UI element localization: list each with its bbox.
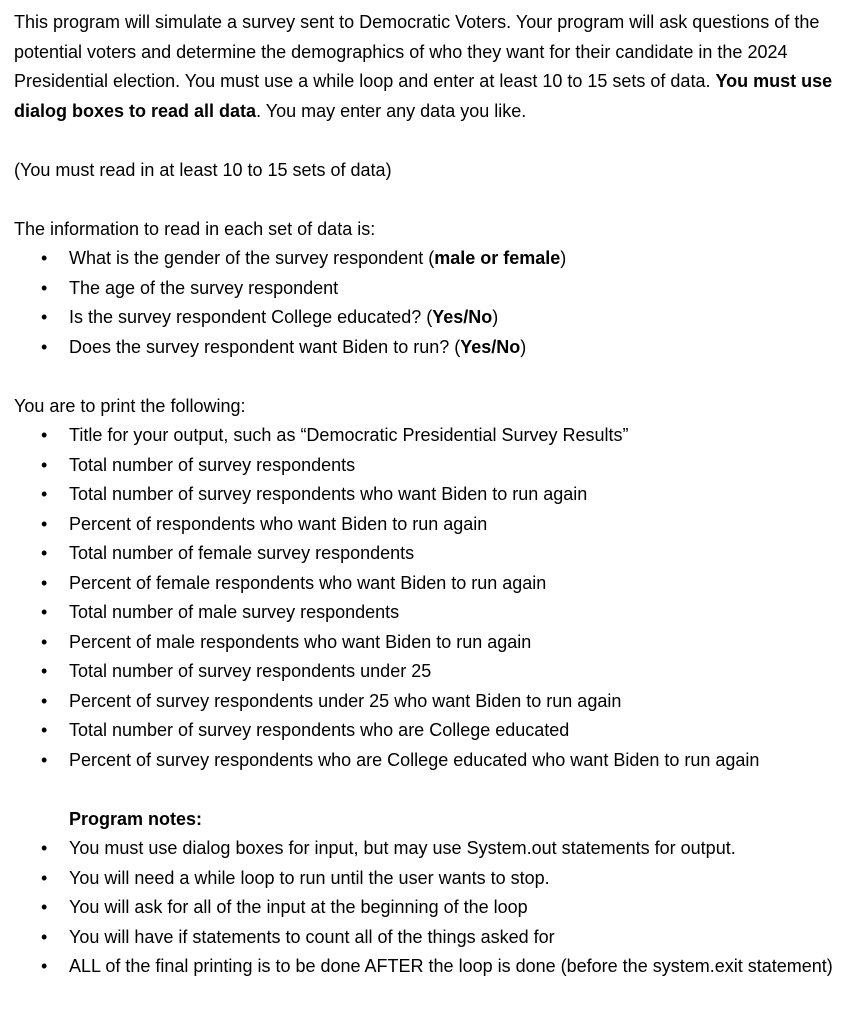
list-item: • Percent of survey respondents under 25 who want Biden to run again xyxy=(14,687,842,717)
bullet-icon: • xyxy=(41,572,48,593)
list-item: • Total number of male survey respondents xyxy=(14,598,842,628)
list-item: • Total number of survey respondents under 25 xyxy=(14,657,842,687)
list-item: • Is the survey respondent College educated? (Yes/No) xyxy=(14,303,842,333)
list-item: • Percent of male respondents who want Biden to run again xyxy=(14,628,842,658)
bullet-icon: • xyxy=(41,513,48,534)
bullet-icon: • xyxy=(41,956,48,976)
bullet-icon: • xyxy=(41,690,48,711)
bullet-icon: • xyxy=(41,336,48,357)
bullet-icon: • xyxy=(41,307,48,327)
list-item: • You will need a while loop to run until the user wants to stop. xyxy=(14,864,842,894)
bullet-icon: • xyxy=(41,867,48,888)
bullet-icon: • xyxy=(41,425,48,445)
list-item: • ALL of the final printing is to be done AFTER the loop is done (before the system.exit statement) xyxy=(14,952,842,982)
list-item: • What is the gender of the survey respondent (male or female) xyxy=(14,244,842,274)
bullet-icon: • xyxy=(41,454,48,475)
print-list xyxy=(14,421,842,775)
list-item: • Does the survey respondent want Biden to run? (Yes/No) xyxy=(14,333,842,363)
sets-note: (You must read in at least 10 to 15 sets of data) xyxy=(14,159,392,180)
list-item: • You will have if statements to count all of the things asked for xyxy=(14,923,842,953)
notes-list xyxy=(14,834,842,982)
list-item: • Total number of survey respondents xyxy=(14,451,842,481)
info-heading: The information to read in each set of data is: xyxy=(14,218,376,239)
bullet-icon: • xyxy=(41,631,48,652)
intro-emphasis: You must use dialog boxes to read all data xyxy=(14,71,833,121)
bullet-icon: • xyxy=(41,749,48,770)
bullet-icon: • xyxy=(41,720,48,740)
list-item: • Percent of survey respondents who are College educated who want Biden to run again xyxy=(14,746,842,776)
bullet-icon: • xyxy=(41,838,48,858)
bullet-icon: • xyxy=(41,897,48,917)
bullet-icon: • xyxy=(41,926,48,947)
notes-heading: Program notes: xyxy=(69,808,203,829)
list-item: • Percent of female respondents who want Biden to run again xyxy=(14,569,842,599)
bullet-icon: • xyxy=(41,484,48,504)
list-item: • Title for your output, such as “Democratic Presidential Survey Results” xyxy=(14,421,842,451)
print-heading: You are to print the following: xyxy=(14,395,246,416)
list-item: • Total number of survey respondents who want Biden to run again xyxy=(14,480,842,510)
list-item: • Percent of respondents who want Biden to run again xyxy=(14,510,842,540)
bullet-icon: • xyxy=(41,661,48,681)
intro-paragraph: This program will simulate a survey sent to Democratic Voters. Your program will ask questions of the potential voters and determine the demographics of who they want for their candidate in the 2024 Presidential election. You must use a while loop and enter at least 10 to 15 sets of data. You must use dialog boxes to read all data. You may enter any data you like. xyxy=(14,12,833,121)
list-item: • Total number of female survey respondents xyxy=(14,539,842,569)
list-item: • You will ask for all of the input at the beginning of the loop xyxy=(14,893,842,923)
list-item: • The age of the survey respondent xyxy=(14,274,842,304)
list-item: • Total number of survey respondents who are College educated xyxy=(14,716,842,746)
bullet-icon: • xyxy=(41,543,48,563)
bullet-icon: • xyxy=(41,602,48,622)
list-item: • You must use dialog boxes for input, but may use System.out statements for output. xyxy=(14,834,842,864)
info-list xyxy=(14,244,842,362)
bullet-icon: • xyxy=(41,277,48,298)
bullet-icon: • xyxy=(41,248,48,268)
